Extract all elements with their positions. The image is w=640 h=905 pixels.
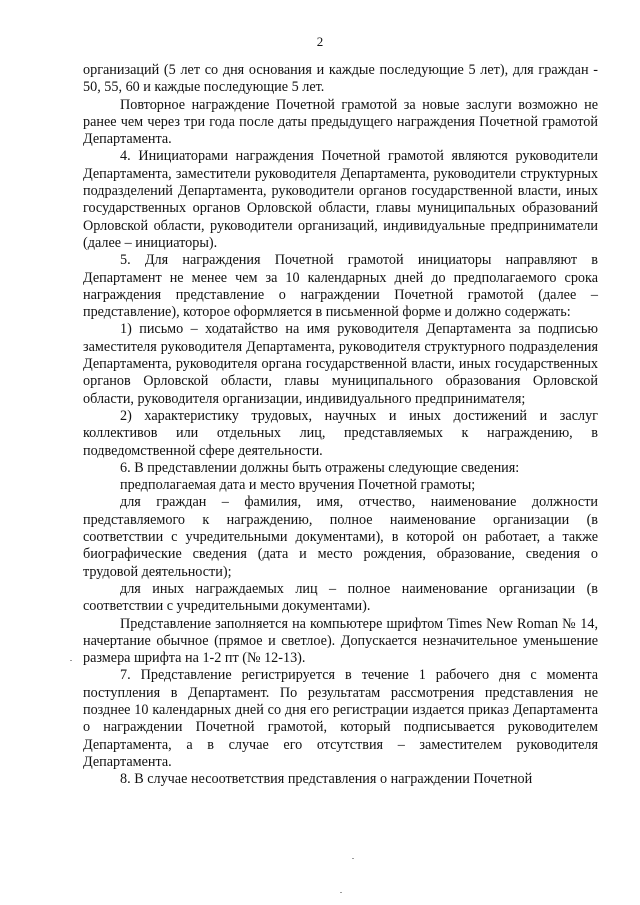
paragraph-6-required-info: 6. В представлении должны быть отражены следующие сведения:: [120, 459, 520, 476]
scan-speck: [352, 858, 354, 859]
document-body: [83, 62, 598, 788]
paragraph-5-submission: 5. Для награждения Почетной грамотой инициаторы направляют в Департамент не менее чем за 10 календарных дней до предполагаемого срока награждения представление о награждении Почетной грамотой (далее – представление), которое оформляется в письменной форме и должно содержать:: [83, 252, 598, 321]
paragraph-continuation: организаций (5 лет со дня основания и каждые последующие 5 лет), для граждан - 50, 55, 60 и каждые последующие 5 лет.: [83, 62, 598, 96]
paragraph-7-registration: 7. Представление регистрируется в течение 1 рабочего дня с момента поступления в Департамент. По результатам рассмотрения представления не позднее 10 календарных дней со дня его регистрации издается приказ Департамента о награждении Почетной грамотой, который подписывается руководителем Департамента, а в случае его отсутствия – заместителем руководителя Департамента.: [83, 667, 598, 770]
paragraph-4-initiators: 4. Инициаторами награждения Почетной грамотой являются руководители Департамента, заместители руководителя Департамента, руководители структурных подразделений Департамента, руководители органов государственной власти, иных государственных органов Орловской области, главы муниципальных образований Орловской области, руководители организаций, индивидуальные предприниматели (далее – инициаторы).: [83, 148, 598, 251]
page-number: 2: [316, 34, 324, 49]
paragraph-5-item-2: 2) характеристику трудовых, научных и иных достижений и заслуг коллективов или отдельных лиц, представляемых к награждению, в подведомственной сфере деятельности.: [83, 407, 598, 459]
paragraph-6-date-place: предполагаемая дата и место вручения Почетной грамоты;: [120, 477, 476, 494]
paragraph-5-item-1: 1) письмо – ходатайство на имя руководителя Департамента за подписью заместителя руководителя Департамента, руководителя структурного подразделения Департамента, руководителя органа государственной власти, иных государственных органов Орловской области, главы муниципального образования Орловской области, руководителя организации, индивидуального предпринимателя;: [83, 321, 598, 407]
paragraph-8-noncompliance: 8. В случае несоответствия представления о награждении Почетной: [120, 771, 533, 788]
paragraph-font-requirements: Представление заполняется на компьютере шрифтом Times New Roman № 14, начертание обычное (прямое и светлое). Допускается незначительное уменьшение размера шрифта на 1-2 пт (№ 12-13).: [83, 615, 598, 667]
paragraph-6-citizens: для граждан – фамилия, имя, отчество, наименование должности представляемого к награждению, полное наименование организации (в соответствии с учредительными документами), в которой он работает, а также биографические сведения (дата и место рождения, образование, сведения о трудовой деятельности);: [83, 494, 598, 580]
scan-speck: [340, 892, 342, 893]
scan-speck: [70, 660, 72, 661]
paragraph-6-other-entities: для иных награждаемых лиц – полное наименование организации (в соответствии с учредительными документами).: [83, 580, 598, 615]
paragraph-repeat-award: Повторное награждение Почетной грамотой за новые заслуги возможно не ранее чем через три года после даты предыдущего награждения Почетной грамотой Департамента.: [83, 96, 598, 148]
